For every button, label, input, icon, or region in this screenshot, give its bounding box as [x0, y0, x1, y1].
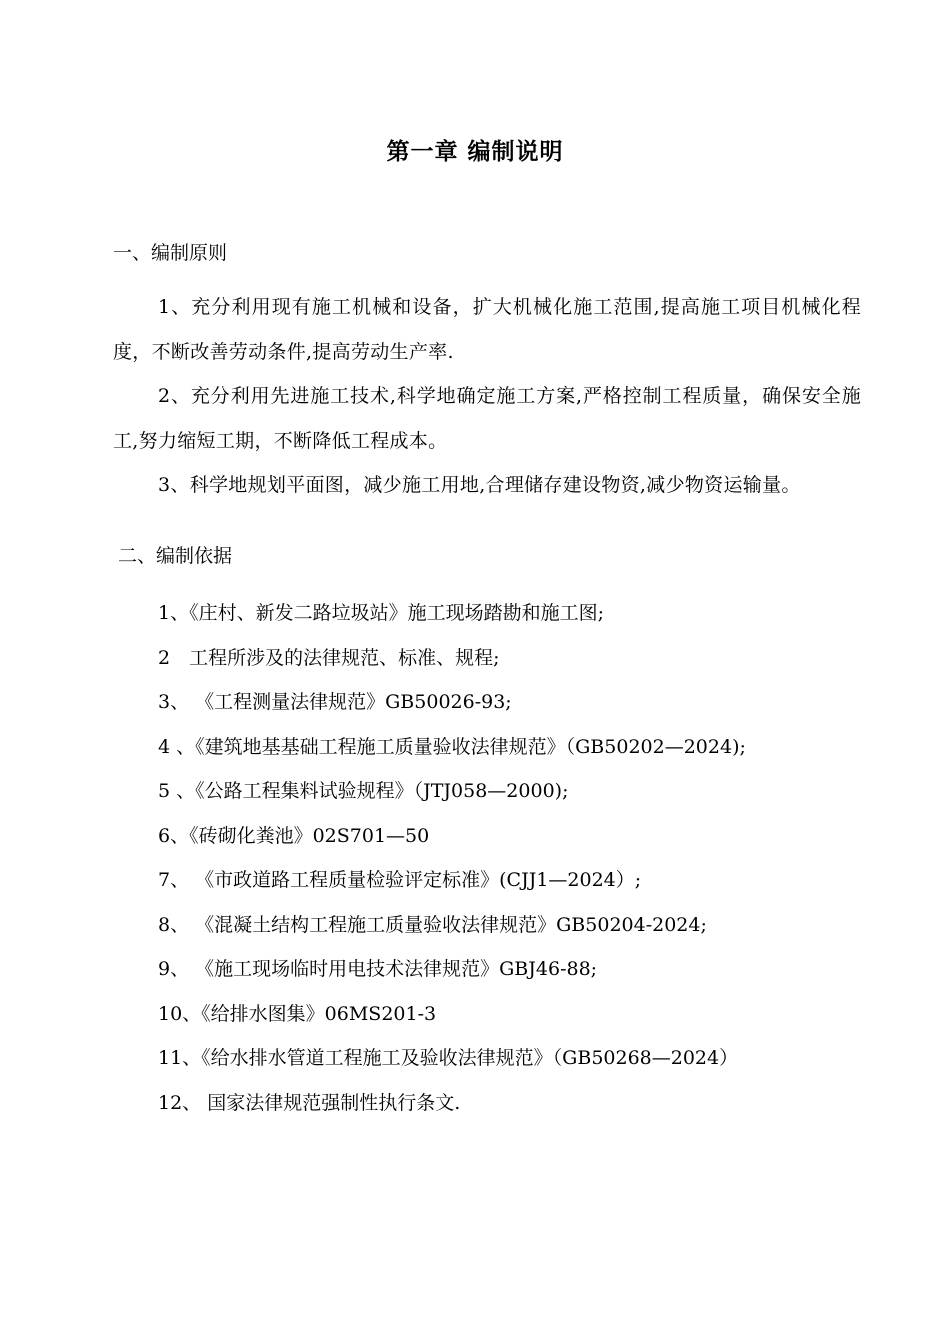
basis-list-item: 4 、《建筑地基基础工程施工质量验收法律规范》（GB50202—2024);	[158, 736, 746, 758]
basis-list-item: 5 、《公路工程集料试验规程》（JTJ058—2000);	[158, 780, 569, 802]
basis-list-item: 8、 《混凝土结构工程施工质量验收法律规范》GB50204-2024;	[158, 914, 707, 936]
basis-list-item: 9、 《施工现场临时用电技术法律规范》GBJ46-88;	[158, 958, 598, 980]
basis-list-item: 3、 《工程测量法律规范》GB50026-93;	[158, 691, 512, 713]
basis-list-item: 10、《给排水图集》06MS201-3	[158, 1003, 437, 1025]
principle-paragraph-3: 3、科学地规划平面图，减少施工用地,合理储存建设物资,减少物资运输量。	[158, 474, 801, 496]
basis-list-item: 6、《砖砌化粪池》02S701—50	[158, 825, 430, 847]
basis-list-item: 1、《庄村、新发二路垃圾站》施工现场踏勘和施工图;	[158, 602, 604, 624]
principle-paragraph-2: 2、充分利用先进施工技术,科学地确定施工方案,严格控制工程质量，确保安全施工,努力缩短工期，不断降低工程成本。	[113, 385, 861, 452]
section-heading-basis: 二、编制依据	[118, 545, 233, 567]
chapter-title: 第一章 编制说明	[386, 139, 564, 165]
principle-paragraph-1: 1、充分利用现有施工机械和设备，扩大机械化施工范围,提高施工项目机械化程度，不断改善劳动条件,提高劳动生产率.	[113, 296, 861, 363]
section-heading-principles: 一、编制原则	[113, 242, 228, 264]
basis-list-item: 7、 《市政道路工程质量检验评定标准》(CJJ1—2024）;	[158, 869, 642, 891]
basis-list-item: 12、 国家法律规范强制性执行条文.	[158, 1092, 461, 1114]
basis-list-item: 2 工程所涉及的法律规范、标准、规程;	[158, 647, 500, 669]
basis-list-item: 11、《给水排水管道工程施工及验收法律规范》（GB50268—2024）	[158, 1047, 739, 1069]
